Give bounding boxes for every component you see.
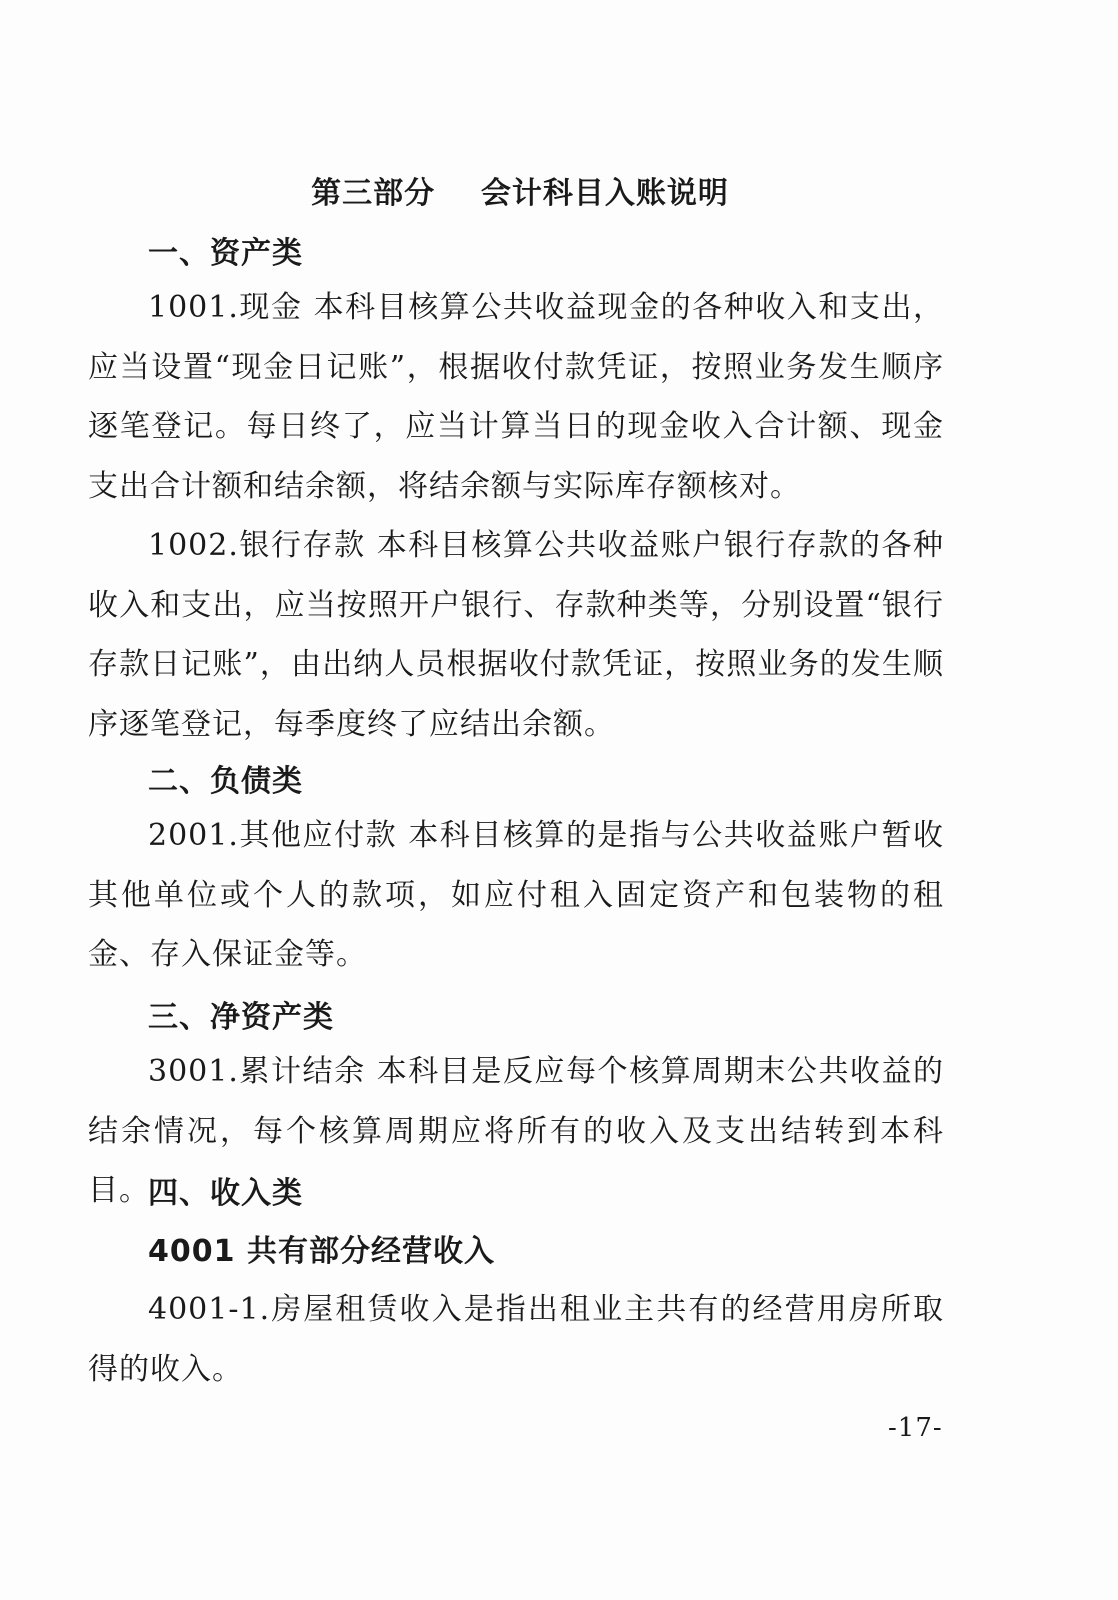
paragraph-3001-accumulated-surplus: 3001.累计结余 本科目是反应每个核算周期末公共收益的结余情况，每个核算周期应将所有的收入及支出结转到本科目。 xyxy=(88,1054,944,1208)
section-heading-net-assets: 三、净资产类 xyxy=(148,1000,334,1035)
paragraph-4001-1-rental-income: 4001-1.房屋租赁收入是指出租业主共有的经营用房所取得的收入。 xyxy=(88,1292,944,1387)
paragraph-1002-bank-deposit: 1002.银行存款 本科目核算公共收益账户银行存款的各种收入和支出，应当按照开户银行、存款种类等，分别设置“银行存款日记账”，由出纳人员根据收付款凭证，按照业务的发生顺序逐笔登记，每季度终了应结出余额。 xyxy=(88,528,944,742)
section-heading-assets: 一、资产类 xyxy=(148,236,303,271)
subheading-4001-shared-operating-income: 4001 共有部分经营收入 xyxy=(148,1234,495,1269)
paragraph-1001-cash: 1001.现金 本科目核算公共收益现金的各种收入和支出，应当设置“现金日记账”，根据收付款凭证，按照业务发生顺序逐笔登记。每日终了，应当计算当日的现金收入合计额、现金支出合计额和结余额，将结余额与实际库存额核对。 xyxy=(88,290,944,504)
page-number: -17- xyxy=(888,1413,943,1443)
page-title: 第三部分 会计科目入账说明 xyxy=(311,176,729,211)
section-heading-income: 四、收入类 xyxy=(148,1176,303,1211)
section-heading-liabilities: 二、负债类 xyxy=(148,764,303,799)
paragraph-2001-other-payables: 2001.其他应付款 本科目核算的是指与公共收益账户暂收其他单位或个人的款项，如应付租入固定资产和包装物的租金、存入保证金等。 xyxy=(88,818,944,972)
